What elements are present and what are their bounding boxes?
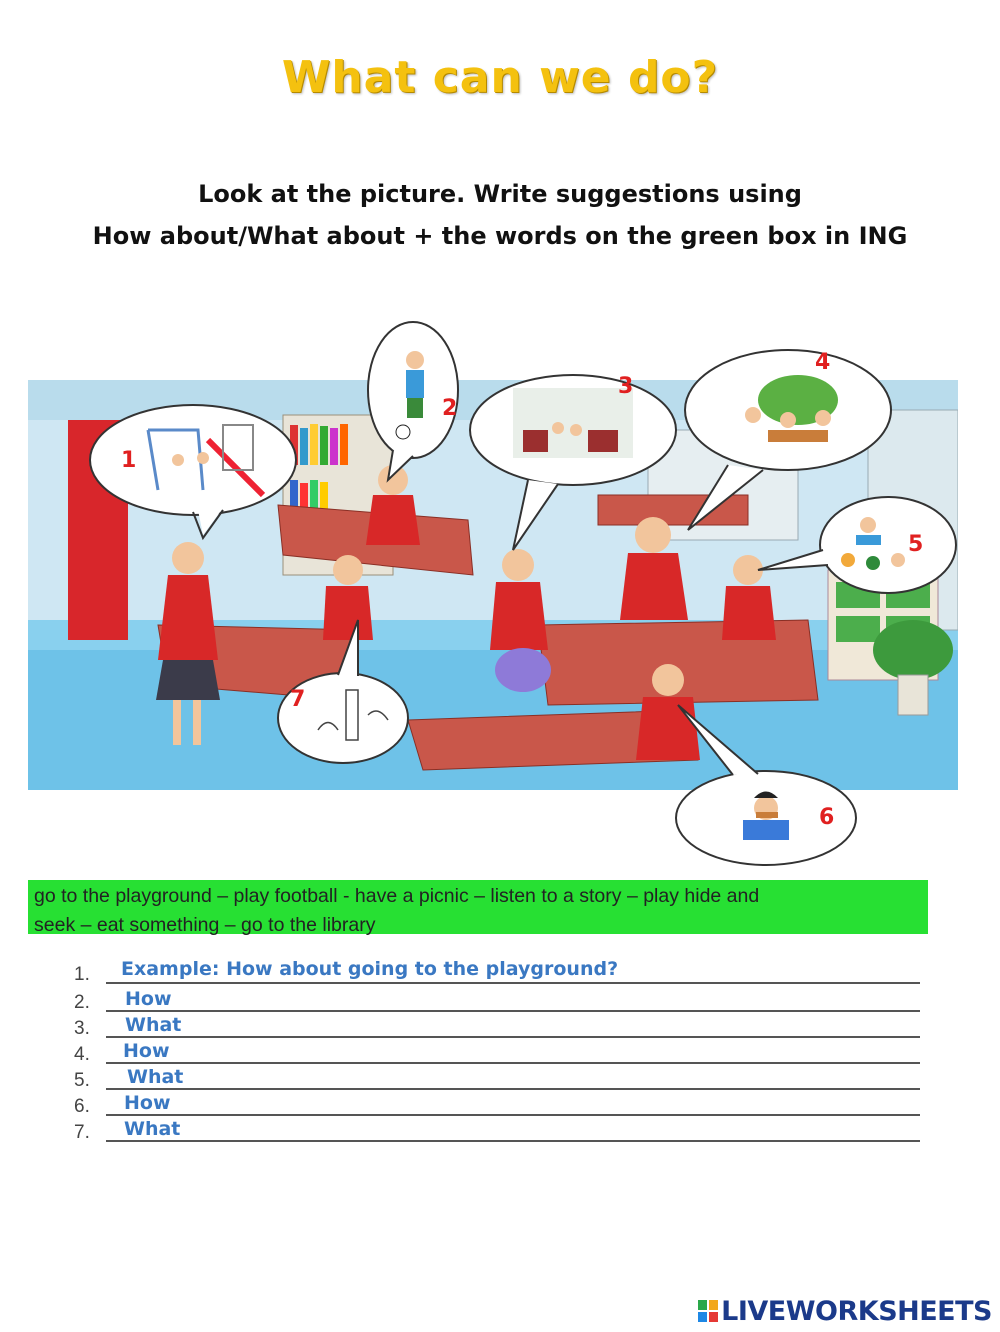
classroom-illustration [28,320,958,870]
picture-number-6: 6 [819,805,835,830]
word-box [28,880,928,934]
answer-row-1 [74,960,920,986]
picture-number-7: 7 [290,687,306,712]
answer-line-3 [106,1036,920,1038]
answer-number-6: 6. [74,1096,90,1117]
picture-number-1: 1 [121,448,137,473]
answer-line-4 [106,1062,920,1064]
answer-text-1[interactable]: Example: How about going to the playground? [121,958,619,980]
answer-row-5 [74,1066,920,1092]
answer-row-3 [74,1014,920,1040]
liveworksheets-logo-text: LIVEWORKSHEETS [721,1295,992,1327]
answer-number-3: 3. [74,1018,90,1039]
answer-line-7 [106,1140,920,1142]
answer-row-6 [74,1092,920,1118]
liveworksheets-logo-icon [697,1298,719,1324]
answer-text-3[interactable]: What [125,1014,182,1036]
answer-number-2: 2. [74,992,90,1013]
picture-number-2: 2 [442,396,458,421]
library-picture [513,388,633,458]
instruction-line-1: Look at the picture. Write suggestions using [198,180,802,208]
answer-row-4 [74,1040,920,1066]
answer-text-6[interactable]: How [124,1092,171,1114]
answer-text-2[interactable]: How [125,988,172,1010]
answer-line-6 [106,1114,920,1116]
instruction-line-2: How about/What about + the words on the green box in ING [92,222,908,250]
answer-number-7: 7. [74,1122,90,1143]
answer-text-7[interactable]: What [124,1118,181,1140]
answer-number-1: 1. [74,964,90,985]
answer-line-1 [106,982,920,984]
picture-number-5: 5 [908,532,924,557]
answer-row-7 [74,1118,920,1144]
picture-number-3: 3 [618,374,634,399]
answer-number-5: 5. [74,1070,90,1091]
answer-row-2 [74,988,920,1014]
picture-number-4: 4 [815,350,831,375]
worksheet-title: What can we do? [281,52,719,103]
word-box-line-1: go to the playground – play football - have a picnic – listen to a story – play hide and [34,885,760,907]
liveworksheets-logo[interactable] [697,1296,992,1326]
answer-text-4[interactable]: How [123,1040,170,1062]
word-box-line-2: seek – eat something – go to the library [34,914,376,936]
answer-text-5[interactable]: What [127,1066,184,1088]
answer-line-5 [106,1088,920,1090]
answer-number-4: 4. [74,1044,90,1065]
classroom-drawing [28,320,958,870]
answer-line-2 [106,1010,920,1012]
